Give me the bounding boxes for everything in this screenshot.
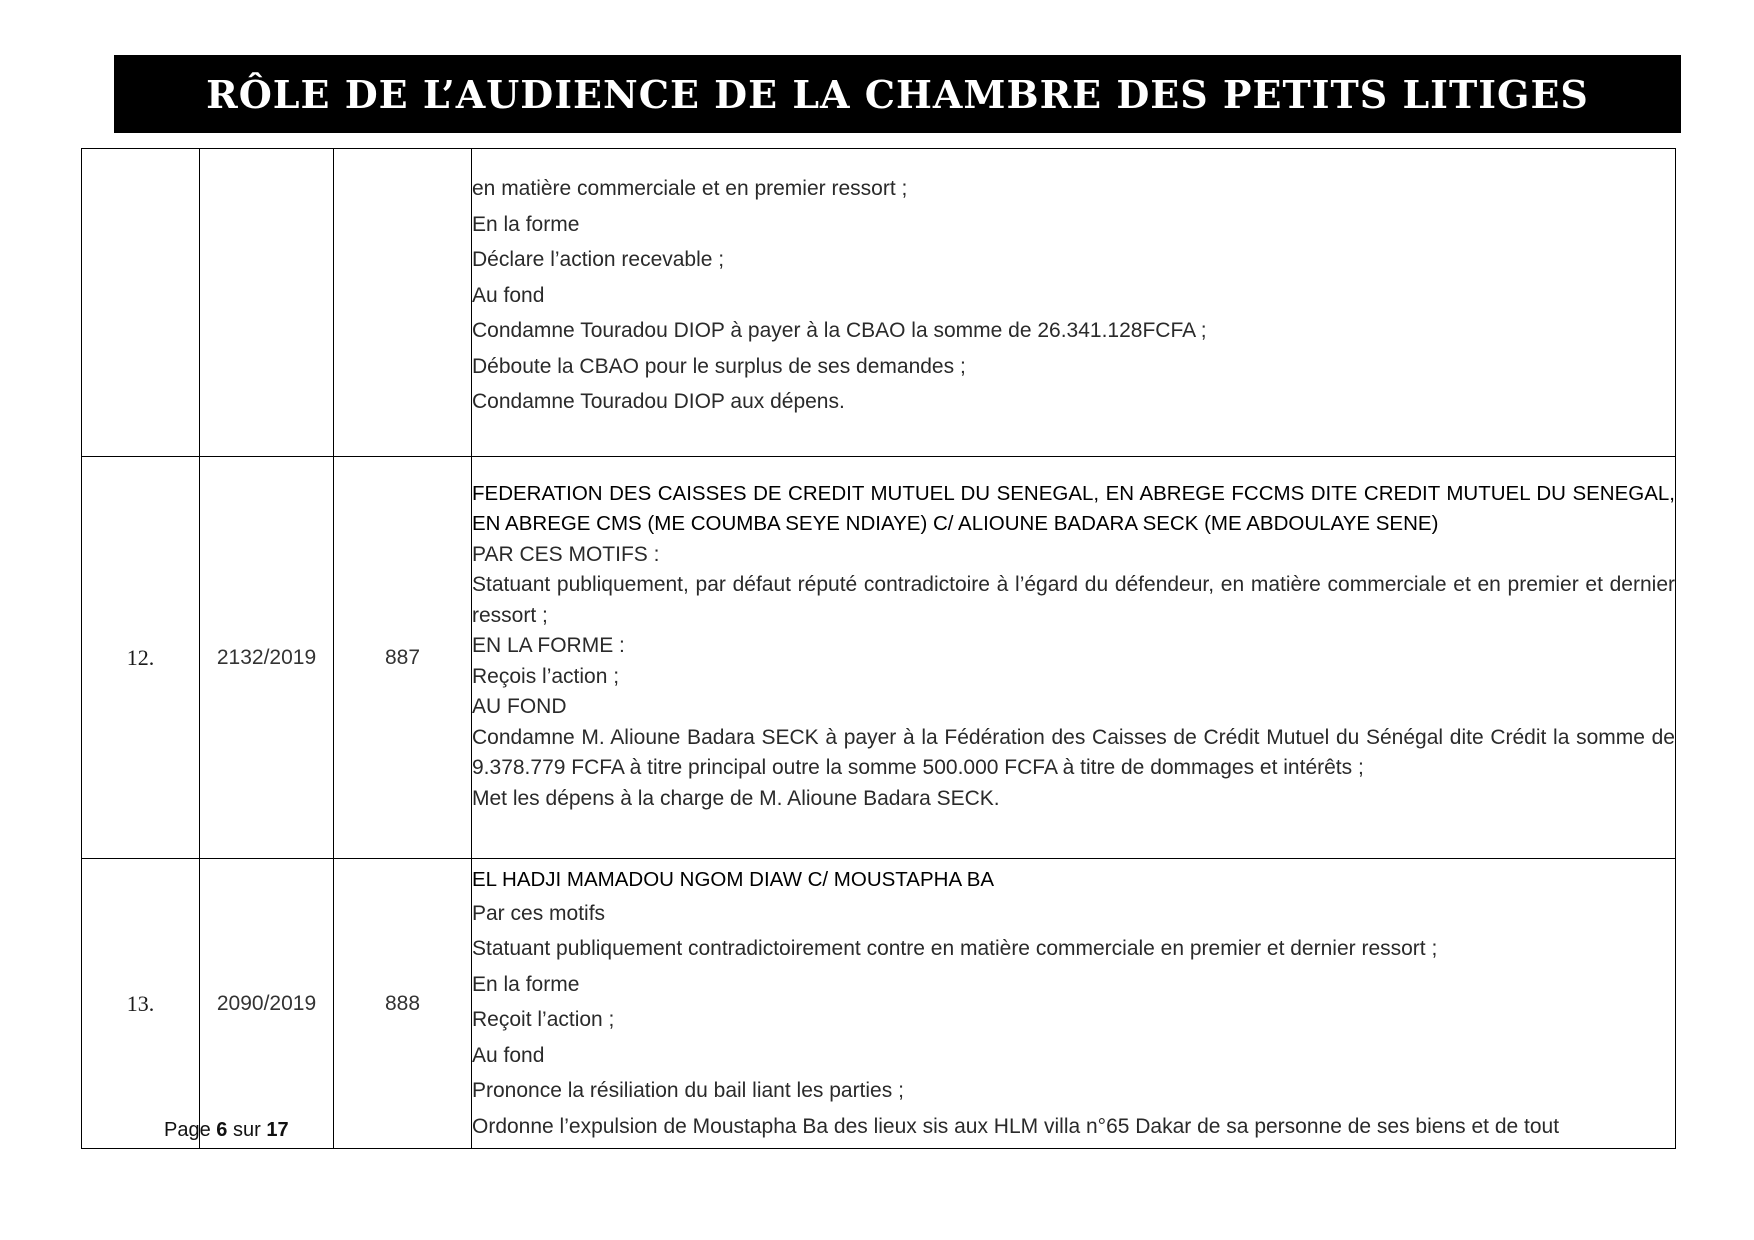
decision-line: Au fond [472,1043,545,1067]
decision-line: Condamne M. Alioune Badara SECK à payer à la Fédération des Caisses de Crédit Mutuel du Sénégal dite Crédit la somme de 9.378.779 FCFA à titre principal outre la somme 500.000 FCFA à titre de dommages et intérêts ; [472,725,1675,780]
decision-line: PAR CES MOTIFS : [472,542,660,566]
table-row [82,859,1676,1149]
decision-line: Par ces motifs [472,901,606,925]
page-current: 6 [216,1119,228,1141]
decision-line: Déclare l’action recevable ; [472,248,725,272]
header-banner [114,55,1681,133]
decision-line: Au fond [472,283,545,307]
decision-line: Ordonne l’expulsion de Moustapha Ba des lieux sis aux HLM villa n°65 Dakar de sa personne de ses biens et de tout [472,1114,1560,1138]
table-row [82,149,1676,457]
case-parties: EL HADJI MAMADOU NGOM DIAW C/ MOUSTAPHA BA [472,868,995,891]
decision-line: Statuant publiquement, par défaut réputé contradictoire à l’égard du défendeur, en matière commerciale et en premier et dernier ressort ; [472,573,1675,627]
decision-line: Déboute la CBAO pour le surplus de ses demandes ; [472,354,966,378]
decision-line: Prononce la résiliation du bail liant les parties ; [472,1079,904,1102]
case-decision [472,859,1676,1149]
case-number [82,149,200,457]
decision-line: Met les dépens à la charge de M. Alioune Badara SECK. [472,786,1000,810]
of-label: sur [232,1119,261,1141]
decision-line: En la forme [472,212,580,236]
case-repertoire [334,149,472,457]
decision-line: Reçoit l’action ; [472,1008,615,1031]
decision-line: Statuant publiquement contradictoirement contre en matière commerciale en premier et dernier ressort ; [472,937,1438,960]
case-rg [200,149,334,457]
decision-line: Condamne Touradou DIOP aux dépens. [472,390,845,414]
page-footer [164,1119,289,1142]
page-label: Page [164,1119,211,1141]
case-number: 13. [82,859,200,1149]
decision-line: en matière commerciale et en premier ressort ; [472,177,908,201]
table-row [82,457,1676,859]
case-number: 12. [82,457,200,859]
case-decision [472,457,1676,859]
case-decision [472,149,1676,457]
case-rg: 2090/2019 [200,859,334,1149]
decision-line: Condamne Touradou DIOP à payer à la CBAO la somme de 26.341.128FCFA ; [472,319,1207,343]
case-rg: 2132/2019 [200,457,334,859]
case-parties: FEDERATION DES CAISSES DE CREDIT MUTUEL DU SENEGAL, EN ABREGE FCCMS DITE CREDIT MUTUEL DU SENEGAL, EN ABREGE CMS (ME COUMBA SEYE NDIAYE) C/ ALIOUNE BADARA SECK (ME ABDOULAYE SENE) [472,481,1675,536]
decision-line: En la forme [472,972,580,996]
case-repertoire: 887 [334,457,472,859]
decision-line: Reçois l’action ; [472,664,620,688]
page-title: RÔLE DE L’AUDIENCE DE LA CHAMBRE DES PETITS LITIGES [206,71,1589,117]
page-total: 17 [266,1119,289,1141]
case-repertoire: 888 [334,859,472,1149]
hearing-roll-table [81,148,1676,1149]
decision-line: EN LA FORME : [472,634,625,658]
decision-line: AU FOND [472,695,567,719]
